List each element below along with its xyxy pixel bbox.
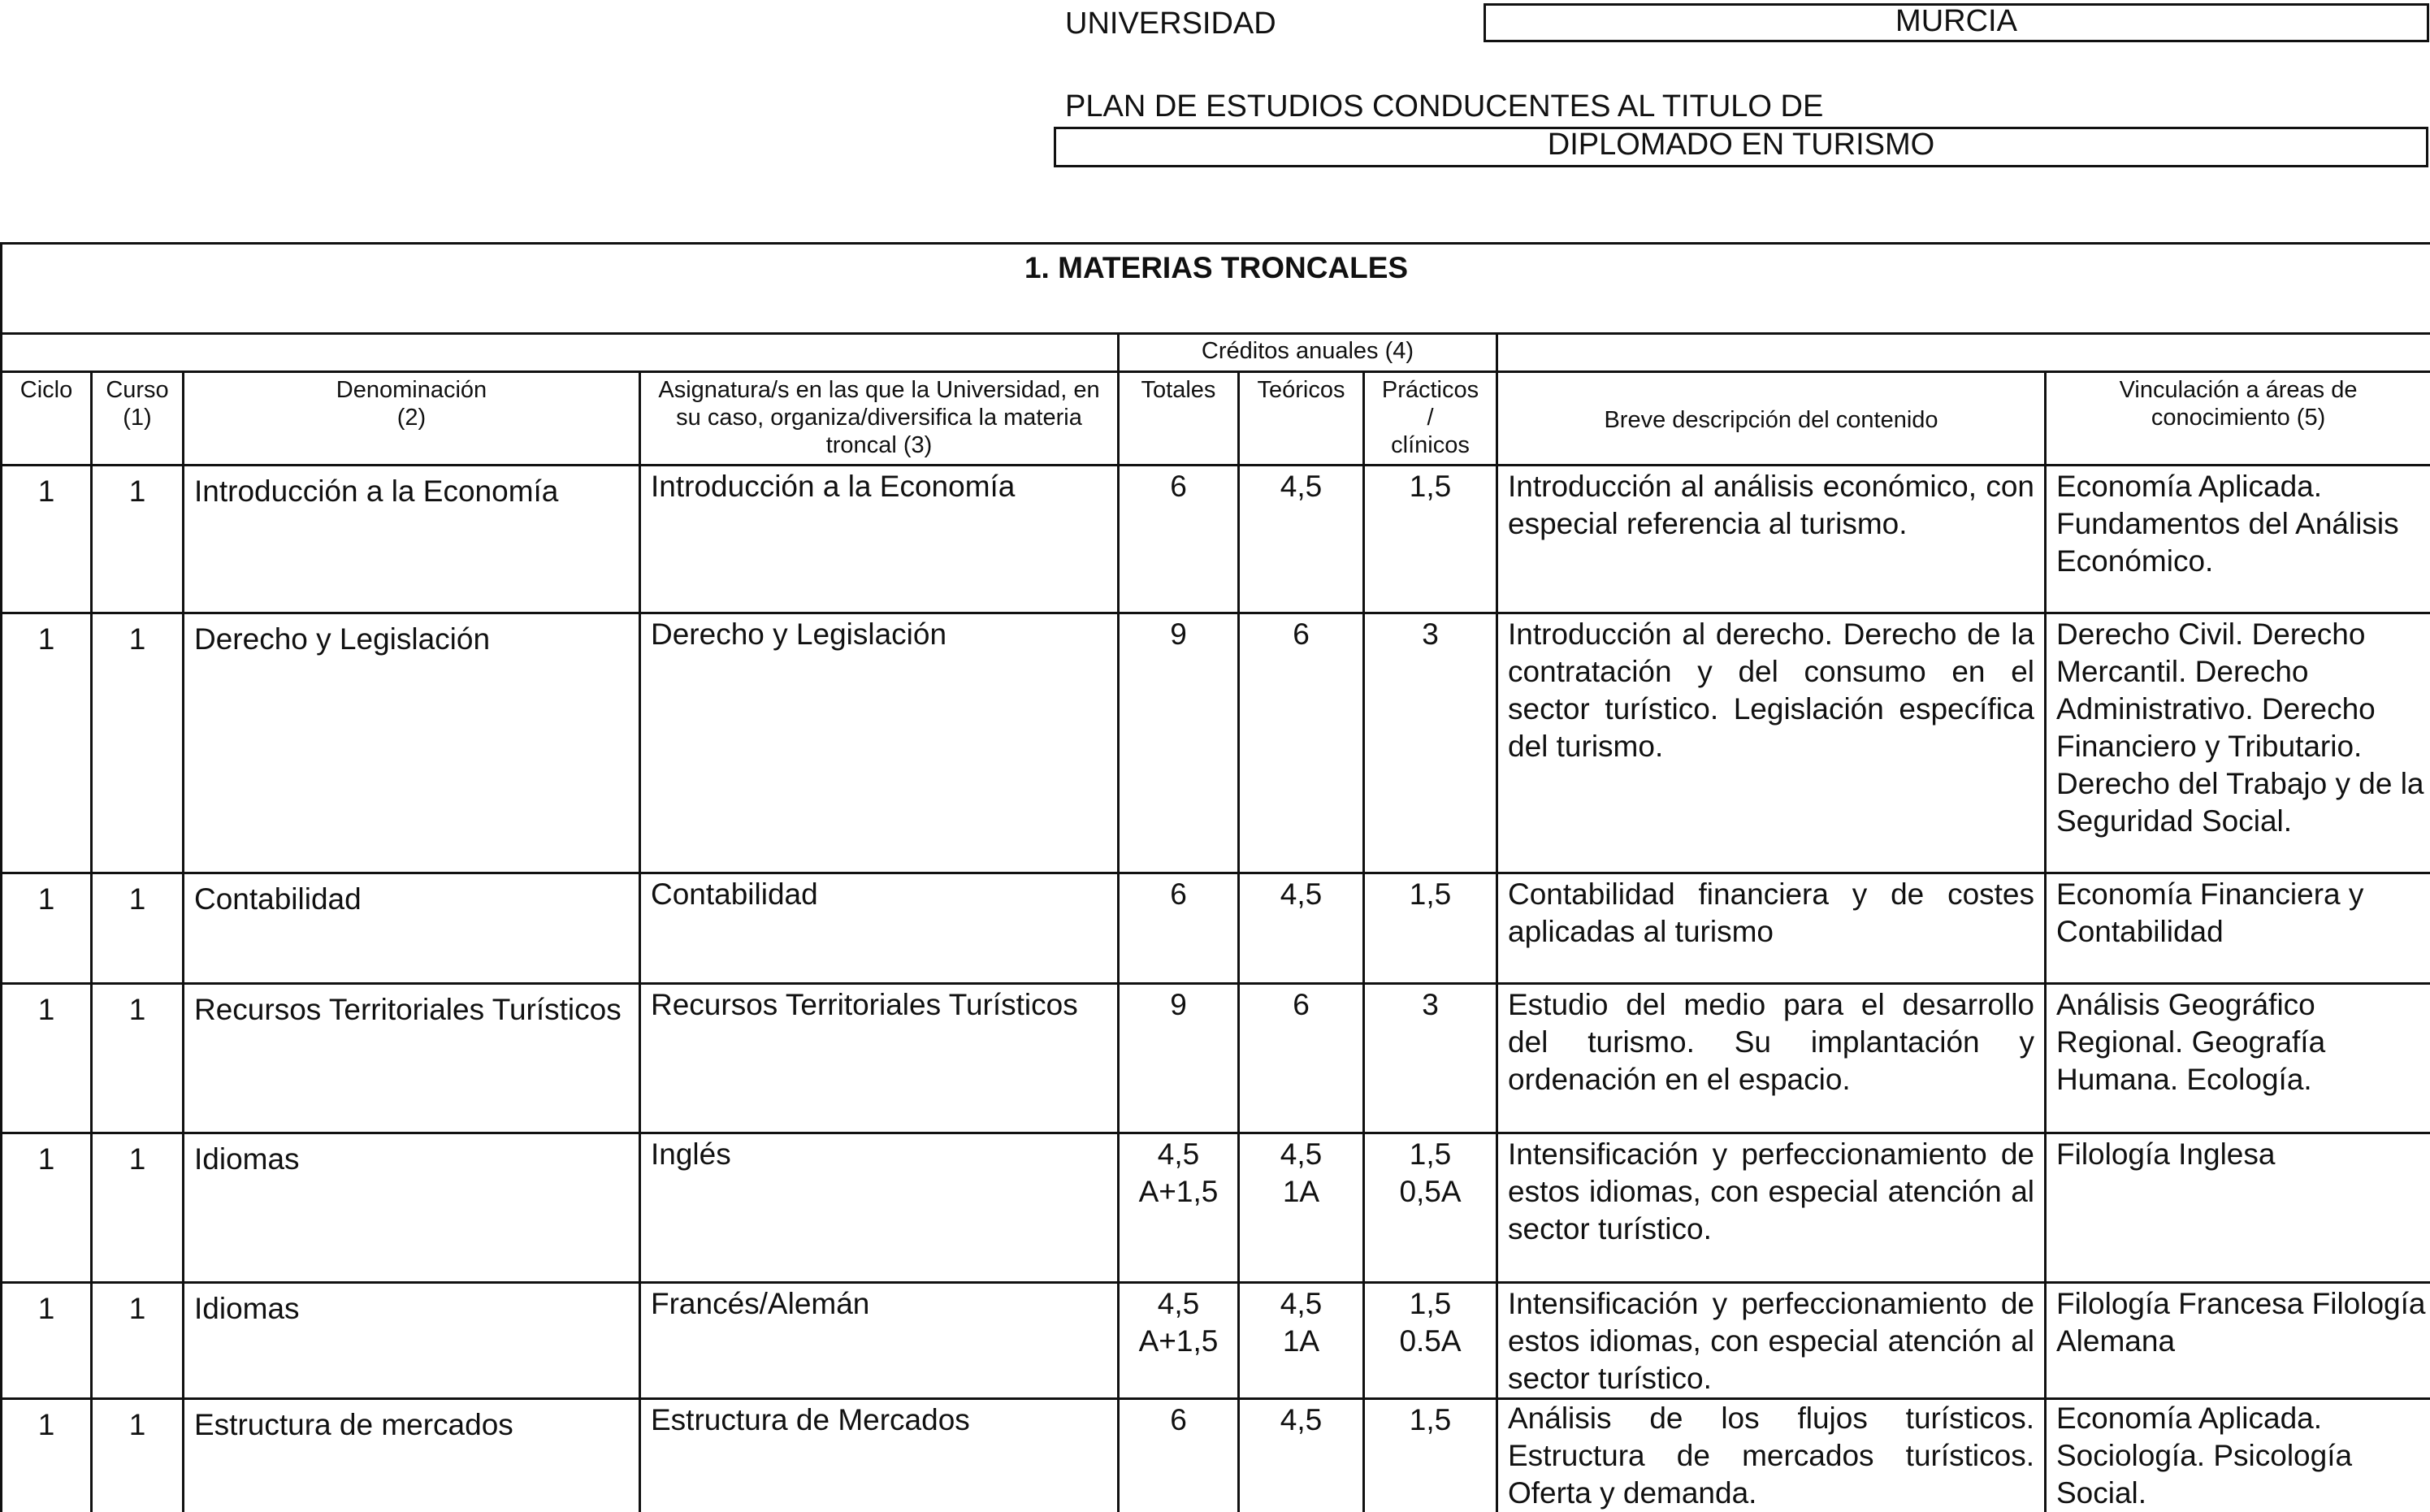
- cell-asignatura: Francés/Alemán: [651, 1284, 1117, 1323]
- table-row: [2, 873, 2430, 984]
- cell-teoricos-2: 1A: [1240, 1173, 1362, 1211]
- cell-totales: 9: [1120, 614, 1237, 653]
- cell-ciclo: 1: [2, 1134, 90, 1178]
- cell-practicos: 3: [1365, 985, 1496, 1024]
- creditos-header: Créditos anuales (4): [1119, 334, 1497, 372]
- cell-asignatura: Introducción a la Economía: [651, 466, 1117, 505]
- cell-totales: 6: [1120, 1400, 1237, 1439]
- cell-asignatura: Estructura de Mercados: [651, 1400, 1117, 1439]
- col-teoricos-label: Teóricos: [1258, 377, 1345, 403]
- col-vinculacion: [2046, 372, 2430, 466]
- cell-teoricos: 4,5: [1240, 1400, 1362, 1439]
- cell-teoricos: 6: [1240, 614, 1362, 653]
- plan-label: PLAN DE ESTUDIOS CONDUCENTES AL TITULO DE: [1065, 91, 1823, 122]
- col-totales-label: Totales: [1141, 377, 1216, 403]
- col-practicos-label-2: clínicos: [1365, 431, 1496, 459]
- cell-ciclo: 1: [2, 874, 90, 918]
- cell-teoricos: 4,5: [1240, 874, 1362, 913]
- cell-ciclo: 1: [2, 466, 90, 510]
- cell-practicos: 3: [1365, 614, 1496, 653]
- cell-asignatura: Contabilidad: [651, 874, 1117, 913]
- cell-practicos: 1,5: [1365, 1136, 1496, 1173]
- cell-descripcion: Contabilidad financiera y de costes aplicadas al turismo: [1508, 874, 2034, 951]
- creditos-spacer-right: [1497, 334, 2430, 372]
- col-asignatura-label: Asignatura/s en las que la Universidad, en su caso, organiza/diversifica la materia troncal (3): [658, 377, 1099, 458]
- cell-totales: 6: [1120, 466, 1237, 505]
- cell-practicos-2: 0,5A: [1365, 1173, 1496, 1211]
- cell-descripcion: Estudio del medio para el desarrollo del turismo. Su implantación y ordenación en el espacio.: [1508, 985, 2034, 1098]
- col-denominacion-note: (2): [184, 404, 639, 431]
- cell-teoricos-2: 1A: [1240, 1323, 1362, 1360]
- table-row: [2, 1133, 2430, 1283]
- col-curso: [92, 372, 184, 466]
- cell-teoricos: 4,5: [1240, 1136, 1362, 1173]
- cell-ciclo: 1: [2, 1284, 90, 1328]
- cell-ciclo: 1: [2, 985, 90, 1029]
- cell-practicos: 1,5: [1365, 466, 1496, 505]
- col-totales: [1119, 372, 1239, 466]
- cell-ciclo: 1: [2, 614, 90, 658]
- cell-teoricos: 4,5: [1240, 1285, 1362, 1323]
- col-teoricos: [1239, 372, 1364, 466]
- cell-totales-2: A+1,5: [1120, 1323, 1237, 1360]
- creditos-spacer-left: [2, 334, 1119, 372]
- table-title: 1. MATERIAS TRONCALES: [2, 244, 2430, 334]
- cell-teoricos: 4,5: [1240, 466, 1362, 505]
- cell-ciclo: 1: [2, 1400, 90, 1444]
- col-curso-note: (1): [93, 404, 182, 431]
- cell-denominacion: Contabilidad: [194, 874, 639, 918]
- cell-asignatura: Recursos Territoriales Turísticos: [651, 985, 1117, 1024]
- cell-totales: 9: [1120, 985, 1237, 1024]
- col-denominacion: [184, 372, 640, 466]
- col-vinculacion-label: Vinculación a áreas de conocimiento (5): [2120, 377, 2358, 431]
- cell-teoricos: 6: [1240, 985, 1362, 1024]
- cell-curso: 1: [93, 985, 182, 1029]
- table-row: [2, 984, 2430, 1133]
- cell-practicos: 1,5: [1365, 874, 1496, 913]
- cell-descripcion: Introducción al derecho. Derecho de la contratación y del consumo en el sector turístico. Legislación específica del turismo.: [1508, 614, 2034, 765]
- cell-totales-2: A+1,5: [1120, 1173, 1237, 1211]
- col-descripcion-label: Breve descripción del contenido: [1604, 407, 1938, 433]
- col-asignatura: [640, 372, 1119, 466]
- cell-totales: 4,5: [1120, 1136, 1237, 1173]
- universidad-label: UNIVERSIDAD: [1065, 8, 1276, 39]
- cell-curso: 1: [93, 874, 182, 918]
- cell-denominacion: Introducción a la Economía: [194, 466, 639, 510]
- col-practicos-label: Prácticos: [1365, 376, 1496, 404]
- cell-curso: 1: [93, 1134, 182, 1178]
- cell-descripcion: Intensificación y perfeccionamiento de estos idiomas, con especial atención al sector turístico.: [1508, 1284, 2034, 1397]
- cell-asignatura: Derecho y Legislación: [651, 614, 1117, 653]
- cell-vinculacion: Derecho Civil. Derecho Mercantil. Derecho Administrativo. Derecho Financiero y Tributario. Derecho del Trabajo y de la Seguridad Social.: [2056, 614, 2430, 840]
- col-ciclo: [2, 372, 92, 466]
- cell-curso: 1: [93, 1284, 182, 1328]
- cell-curso: 1: [93, 466, 182, 510]
- cell-totales: 6: [1120, 874, 1237, 913]
- cell-denominacion: Derecho y Legislación: [194, 614, 639, 658]
- cell-vinculacion: Análisis Geográfico Regional. Geografía Humana. Ecología.: [2056, 985, 2430, 1098]
- table-row: [2, 1399, 2430, 1512]
- cell-curso: 1: [93, 614, 182, 658]
- cell-denominacion: Idiomas: [194, 1284, 639, 1328]
- table-row: [2, 466, 2430, 613]
- table-row: [2, 1283, 2430, 1399]
- materias-troncales-table: [0, 242, 2430, 1512]
- cell-totales: 4,5: [1120, 1285, 1237, 1323]
- plan-value-box: DIPLOMADO EN TURISMO: [1054, 127, 2428, 167]
- cell-descripcion: Análisis de los flujos turísticos. Estructura de mercados turísticos. Oferta y demanda.: [1508, 1400, 2034, 1512]
- cell-practicos: 1,5: [1365, 1285, 1496, 1323]
- cell-curso: 1: [93, 1400, 182, 1444]
- cell-vinculacion: Economía Aplicada. Sociología. Psicología Social.: [2056, 1400, 2430, 1512]
- cell-vinculacion: Economía Financiera y Contabilidad: [2056, 874, 2430, 951]
- cell-practicos-2: 0.5A: [1365, 1323, 1496, 1360]
- universidad-value-box: MURCIA: [1484, 3, 2429, 42]
- cell-asignatura: Inglés: [651, 1134, 1117, 1173]
- cell-denominacion: Estructura de mercados: [194, 1400, 639, 1444]
- cell-vinculacion: Economía Aplicada. Fundamentos del Análisis Económico.: [2056, 466, 2430, 580]
- col-ciclo-label: Ciclo: [20, 377, 72, 403]
- col-curso-label: Curso: [93, 376, 182, 404]
- col-practicos: [1364, 372, 1497, 466]
- cell-vinculacion: Filología Inglesa: [2056, 1134, 2430, 1173]
- col-practicos-sep: /: [1365, 404, 1496, 431]
- cell-vinculacion: Filología Francesa Filología Alemana: [2056, 1284, 2430, 1360]
- col-descripcion: [1497, 372, 2046, 466]
- cell-descripcion: Introducción al análisis económico, con especial referencia al turismo.: [1508, 466, 2034, 543]
- col-denominacion-label: Denominación: [184, 376, 639, 404]
- cell-denominacion: Recursos Territoriales Turísticos: [194, 985, 639, 1029]
- cell-practicos: 1,5: [1365, 1400, 1496, 1439]
- cell-denominacion: Idiomas: [194, 1134, 639, 1178]
- table-row: [2, 613, 2430, 873]
- cell-descripcion: Intensificación y perfeccionamiento de estos idiomas, con especial atención al sector turístico.: [1508, 1134, 2034, 1248]
